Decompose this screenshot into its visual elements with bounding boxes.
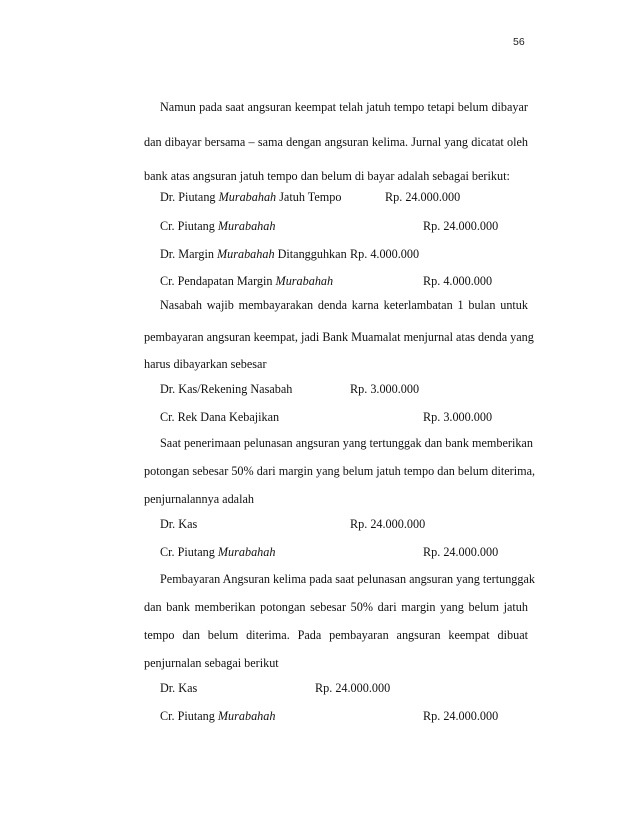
paragraph-line: tempo dan belum diterima. Pada pembayaran angsuran keempat dibuat <box>144 628 528 642</box>
entry-label: Dr. Piutang <box>160 190 219 204</box>
journal-entry <box>160 189 341 205</box>
paragraph-line: pembayaran angsuran keempat, jadi Bank Muamalat menjurnal atas denda yang <box>144 330 534 344</box>
paragraph-line: potongan sebesar 50% dari margin yang belum jatuh tempo dan belum diterima, <box>144 464 536 478</box>
paragraph-line: Namun pada saat angsuran keempat telah jatuh tempo tetapi belum dibayar <box>160 100 528 114</box>
entry-amount: Rp. 4.000.000 <box>423 274 493 288</box>
entry-label-italic: Murabahah <box>217 247 275 261</box>
entry-label: Cr. Piutang <box>160 545 218 559</box>
journal-entry: Dr. Kas <box>160 681 198 695</box>
entry-amount: Rp. 3.000.000 <box>350 382 420 396</box>
paragraph-line: Pembayaran Angsuran kelima pada saat pelunasan angsuran yang tertunggak <box>160 572 535 586</box>
paragraph-line: penjurnalan sebagai berikut <box>144 656 279 670</box>
paragraph-line: penjurnalannya adalah <box>144 492 254 506</box>
paragraph-line: dan dibayar bersama – sama dengan angsuran kelima. Jurnal yang dicatat oleh <box>144 135 528 149</box>
entry-amount: Rp. 3.000.000 <box>423 410 493 424</box>
entry-label-italic: Murabahah <box>218 190 277 204</box>
page-number: 56 <box>513 36 525 48</box>
entry-label: Cr. Piutang <box>160 709 218 723</box>
entry-label-italic: Murabahah <box>217 709 276 723</box>
paragraph-line: dan bank memberikan potongan sebesar 50% dari margin yang belum jatuh <box>144 600 528 614</box>
journal-entry <box>160 246 347 262</box>
journal-entry <box>160 708 275 724</box>
entry-amount: Rp. 24.000.000 <box>350 517 426 531</box>
entry-label-suffix: Ditangguhkan <box>274 247 347 261</box>
entry-amount: Rp. 24.000.000 <box>385 190 461 204</box>
paragraph-line: Nasabah wajib membayarakan denda karna keterlambatan 1 bulan untuk <box>160 298 528 312</box>
entry-amount: Rp. 4.000.000 <box>350 247 420 261</box>
entry-label: Cr. Piutang <box>160 219 218 233</box>
entry-amount: Rp. 24.000.000 <box>315 681 391 695</box>
entry-label-italic: Murabahah <box>217 219 276 233</box>
entry-label-suffix: Jatuh Tempo <box>276 190 342 204</box>
journal-entry <box>160 544 275 560</box>
journal-entry <box>160 273 333 289</box>
entry-label: Cr. Pendapatan Margin <box>160 274 276 288</box>
entry-label-italic: Murabahah <box>275 274 334 288</box>
entry-amount: Rp. 24.000.000 <box>423 545 499 559</box>
entry-amount: Rp. 24.000.000 <box>423 709 499 723</box>
journal-entry <box>160 218 275 234</box>
journal-entry: Cr. Rek Dana Kebajikan <box>160 410 280 424</box>
paragraph-line: Saat penerimaan pelunasan angsuran yang tertunggak dan bank memberikan <box>160 436 533 450</box>
journal-entry: Dr. Kas/Rekening Nasabah <box>160 382 293 396</box>
paragraph-line: harus dibayarkan sebesar <box>144 357 267 371</box>
entry-amount: Rp. 24.000.000 <box>423 219 499 233</box>
journal-entry: Dr. Kas <box>160 517 198 531</box>
entry-label: Dr. Margin <box>160 247 217 261</box>
paragraph-line: bank atas angsuran jatuh tempo dan belum di bayar adalah sebagai berikut: <box>144 169 510 183</box>
entry-label-italic: Murabahah <box>217 545 276 559</box>
